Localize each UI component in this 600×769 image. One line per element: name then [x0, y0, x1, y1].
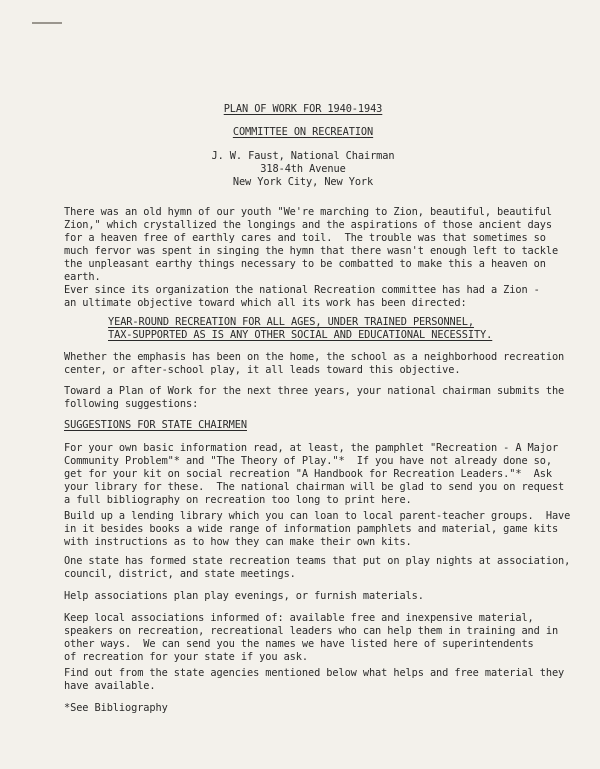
text-line: Keep local associations informed of: available free and inexpensive material, [64, 612, 534, 624]
street-address: 318-4th Avenue [260, 162, 346, 175]
plan-title-text: PLAN OF WORK FOR 1940-1943 [223, 103, 383, 115]
text-line: Community Problem"* and "The Theory of Play."* If you have not already done so, [64, 454, 552, 467]
address-block [64, 150, 542, 189]
paragraph-state-agencies [64, 667, 565, 693]
text-line: One state has formed state recreation teams that put on play nights at association, [64, 555, 571, 567]
text-line: much fervor was spent in singing the hymn that there wasn't enough left to tackle [64, 244, 559, 257]
paragraph-play-evenings [64, 590, 542, 603]
paragraph-emphasis [64, 351, 565, 377]
text-line: There was an old hymn of our youth "We're marching to Zion, beautiful, beautiful [64, 206, 552, 218]
text-line: Whether the emphasis has been on the home, the school as a neighborhood recreation [64, 351, 565, 363]
pencil-mark [32, 22, 62, 24]
text-line: speakers on recreation, recreational leaders who can help them in training and in [64, 624, 559, 637]
objective-line: TAX-SUPPORTED AS IS ANY OTHER SOCIAL AND EDUCATIONAL NECESSITY. [108, 328, 493, 341]
text-line: have available. [64, 679, 156, 692]
text-line: other ways. We can send you the names we have listed here of superintendents [64, 637, 534, 650]
paragraph-recreation-teams [64, 555, 571, 581]
state-chairmen-heading-text: SUGGESTIONS FOR STATE CHAIRMEN [64, 419, 247, 431]
paragraph-zion [64, 206, 559, 283]
text-line: Toward a Plan of Work for the next three years, your national chairman submits the [64, 385, 565, 397]
footnote [64, 702, 542, 715]
plan-title [64, 103, 542, 116]
text-line: following suggestions: [64, 397, 199, 410]
committee-title [64, 126, 542, 139]
footnote-text: *See Bibliography [64, 702, 168, 714]
chairman-name: J. W. Faust, National Chairman [211, 150, 395, 162]
paragraph-lending-library [64, 510, 571, 549]
text-line: Ever since its organization the national Recreation committee has had a Zion - [64, 284, 540, 296]
text-line: Build up a lending library which you can loan to local parent-teacher groups. Have [64, 510, 571, 522]
text-line: in it besides books a wide range of information pamphlets and material, game kits [64, 522, 559, 535]
paragraph-organization [64, 284, 542, 310]
text-line: council, district, and state meetings. [64, 567, 296, 580]
text-line: your library for these. The national chairman will be glad to send you on request [64, 480, 565, 493]
text-line: a full bibliography on recreation too long to print here. [64, 493, 412, 506]
objective-statement [108, 316, 528, 342]
text-line: earth. [64, 270, 101, 283]
text-line: the unpleasant earthy things necessary to be combatted to make this a heaven on [64, 257, 546, 270]
text-line: center, or after-school play, it all leads toward this objective. [64, 363, 461, 376]
paragraph-basic-information [64, 442, 565, 507]
text-line: Zion," which crystallized the longings and the aspirations of those ancient days [64, 218, 552, 231]
committee-title-text: COMMITTEE ON RECREATION [232, 126, 374, 138]
text-line: For your own basic information read, at least, the pamphlet "Recreation - A Major [64, 442, 559, 454]
paragraph-plan [64, 385, 565, 411]
text-line: of recreation for your state if you ask. [64, 650, 308, 663]
text-line: with instructions as to how they can make their own kits. [64, 535, 412, 548]
text-line: for a heaven free of earthly cares and toil. The trouble was that sometimes so [64, 231, 546, 244]
paragraph-keep-informed [64, 612, 559, 664]
text-line: get for your kit on social recreation "A Handbook for Recreation Leaders."* Ask [64, 467, 552, 480]
city-address: New York City, New York [232, 175, 374, 188]
text-line: Find out from the state agencies mentioned below what helps and free material they [64, 667, 565, 679]
text-line: Help associations plan play evenings, or furnish materials. [64, 590, 424, 602]
state-chairmen-heading [64, 419, 542, 432]
objective-line: YEAR-ROUND RECREATION FOR ALL AGES, UNDER TRAINED PERSONNEL, [108, 316, 474, 328]
text-line: an ultimate objective toward which all its work has been directed: [64, 296, 467, 309]
